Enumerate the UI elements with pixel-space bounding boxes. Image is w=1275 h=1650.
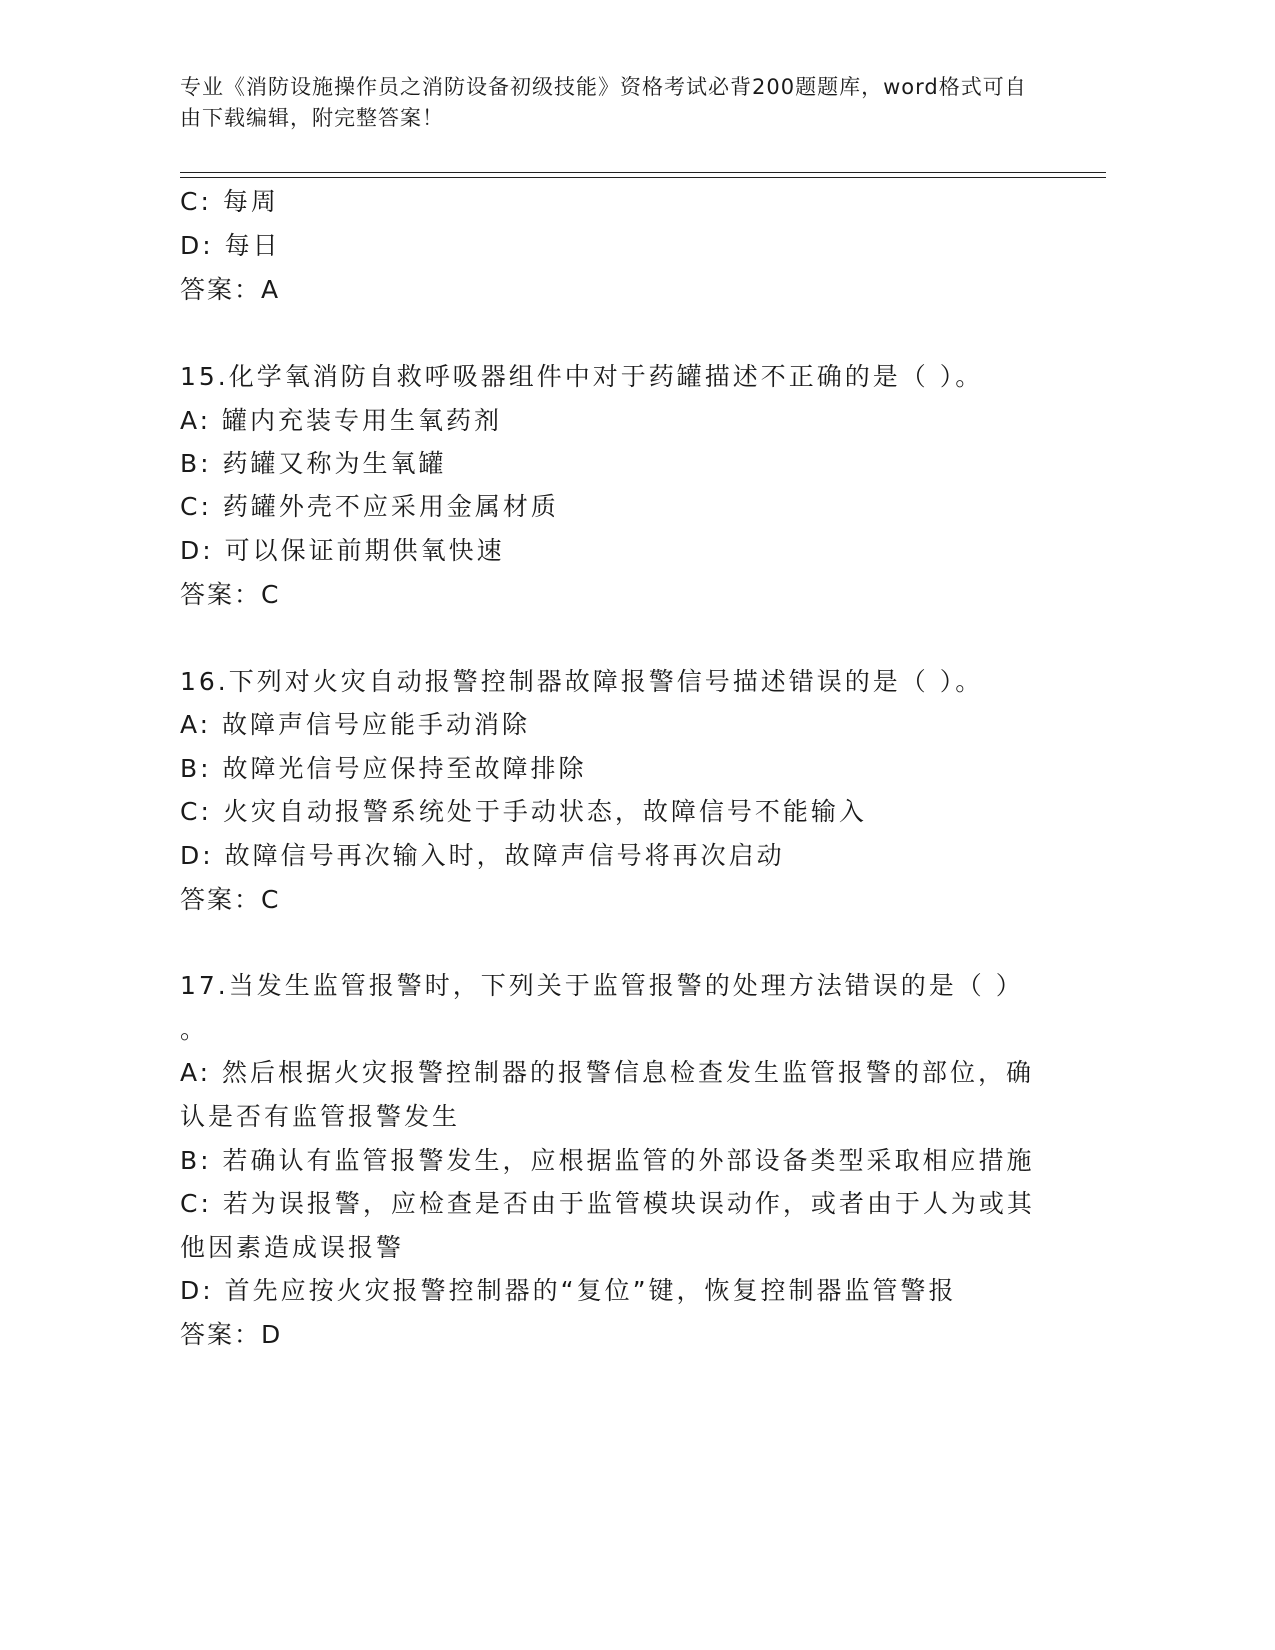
q16-question: 16.下列对火灾自动报警控制器故障报警信号描述错误的是（ ）。 xyxy=(180,667,984,696)
q17-option-c-continued: 他因素造成误报警 xyxy=(180,1233,405,1262)
q17-option-a-continued: 认是否有监管报警发生 xyxy=(180,1102,461,1131)
q17-answer: 答案：D xyxy=(180,1320,283,1349)
q16-option-a: A: 故障声信号应能手动消除 xyxy=(180,710,531,739)
q17-option-c: C: 若为误报警，应检查是否由于监管模块误动作，或者由于人为或其 xyxy=(180,1189,1035,1218)
q16-answer: 答案：C xyxy=(180,885,281,914)
q15-option-c: C: 药罐外壳不应采用金属材质 xyxy=(180,492,559,521)
q17-question: 17.当发生监管报警时，下列关于监管报警的处理方法错误的是（ ） xyxy=(180,971,1024,1000)
q15-answer: 答案：C xyxy=(180,580,281,609)
document-header: 专业《消防设施操作员之消防设备初级技能》资格考试必背200题题库，word格式可自由下载编辑，附完整答案！ xyxy=(180,75,1027,130)
q15-option-a: A: 罐内充装专用生氧药剂 xyxy=(180,406,503,435)
q17-option-a: A: 然后根据火灾报警控制器的报警信息检查发生监管报警的部位，确 xyxy=(180,1058,1035,1087)
q14-answer: 答案：A xyxy=(180,275,281,304)
q17-option-d: D: 首先应按火灾报警控制器的“复位”键，恢复控制器监管警报 xyxy=(180,1276,957,1305)
q17-option-b: B: 若确认有监管报警发生，应根据监管的外部设备类型采取相应措施 xyxy=(180,1146,1035,1175)
q16-option-b: B: 故障光信号应保持至故障排除 xyxy=(180,754,587,783)
q15-option-d: D: 可以保证前期供氧快速 xyxy=(180,536,505,565)
header-rule-bottom xyxy=(180,177,1106,178)
q15-option-b: B: 药罐又称为生氧罐 xyxy=(180,449,447,478)
q14-option-d: D: 每日 xyxy=(180,231,281,260)
q16-option-d: D: 故障信号再次输入时，故障声信号将再次启动 xyxy=(180,841,785,870)
q15-question: 15.化学氧消防自救呼吸器组件中对于药罐描述不正确的是（ ）。 xyxy=(180,362,984,391)
header-rule-top xyxy=(180,172,1106,173)
q16-option-c: C: 火灾自动报警系统处于手动状态，故障信号不能输入 xyxy=(180,797,867,826)
q14-option-c: C: 每周 xyxy=(180,187,279,216)
q17-question-continued: 。 xyxy=(180,1015,209,1044)
